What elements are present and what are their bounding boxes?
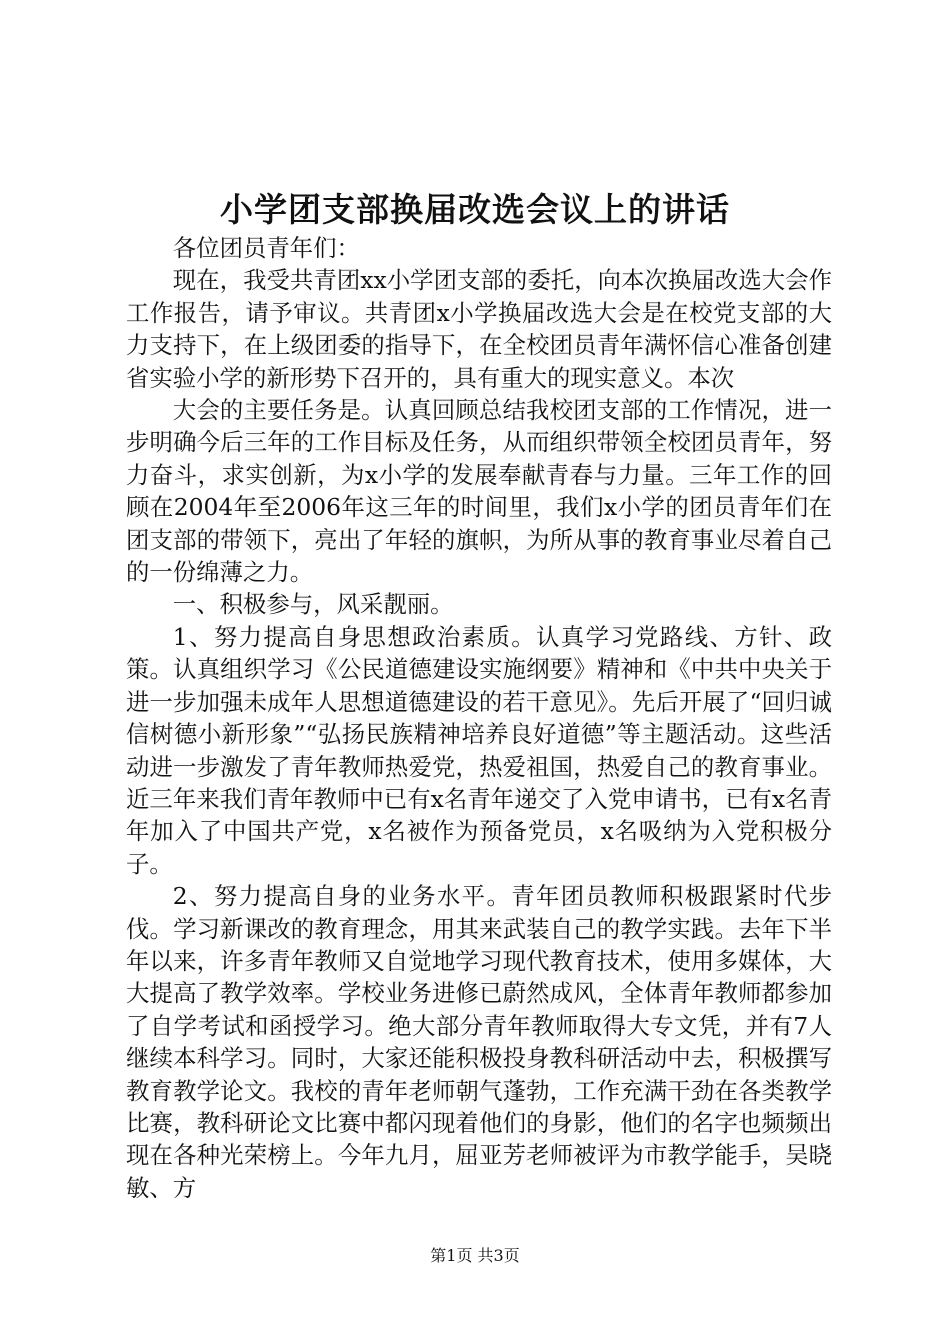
salutation-paragraph: 各位团员青年们： xyxy=(172,234,360,262)
body-paragraph: 大会的主要任务是。认真回顾总结我校团支部的工作情况，进一步明确今后三年的工作目标及任务，从而组织带领全校团员青年，努力奋斗，求实创新，为x小学的发展奉献青春与力量。三年工作的回顾在2004年至2006年这三年的时间里，我们x小学的团员青年们在团支部的带领下，亮出了年轻的旗帜，为所从事的教育事业尽着自己的一份绵薄之力。 xyxy=(126,396,832,587)
body-paragraph: 现在，我受共青团xx小学团支部的委托，向本次换届改选大会作工作报告，请予审议。共青团x小学换届改选大会是在校党支部的大力支持下，在上级团委的指导下，在全校团员青年满怀信心准备创建省实验小学的新形势下召开的，具有重大的现实意义。本次 xyxy=(126,266,832,392)
document-title: 小学团支部换届改选会议上的讲话 xyxy=(220,190,730,229)
section-heading: 一、积极参与，风采靓丽。 xyxy=(172,590,454,619)
page-number-footer: 第1页 共3页 xyxy=(430,1246,520,1265)
body-paragraph: 1、努力提高自身思想政治素质。认真学习党路线、方针、政策。认真组织学习《公民道德建设实施纲要》精神和《中共中央关于进一步加强未成年人思想道德建设的若干意见》。先后开展了“回归诚信树德小新形象”“弘扬民族精神培养良好道德”等主题活动。这些活动进一步激发了青年教师热爱党，热爱祖国，热爱自己的教育事业。近三年来我们青年教师中已有x名青年递交了入党申请书，已有x名青年加入了中国共产党，x名被作为预备党员，x名吸纳为入党积极分子。 xyxy=(126,622,832,878)
body-paragraph: 2、努力提高自身的业务水平。青年团员教师积极跟紧时代步伐。学习新课改的教育理念，用其来武装自己的教学实践。去年下半年以来，许多青年教师又自觉地学习现代教育技术，使用多媒体，大大提高了教学效率。学校业务进修已蔚然成风，全体青年教师都参加了自学考试和函授学习。绝大部分青年教师取得大专文凭，并有7人继续本科学习。同时，大家还能积极投身教科研活动中去，积极撰写教育教学论文。我校的青年老师朝气蓬勃，工作充满干劲在各类教学比赛，教科研论文比赛中都闪现着他们的身影，他们的名字也频频出现在各种光荣榜上。今年九月，屈亚芳老师被评为市教学能手，吴晓敏、方 xyxy=(126,882,832,1202)
document-body xyxy=(126,232,832,1204)
